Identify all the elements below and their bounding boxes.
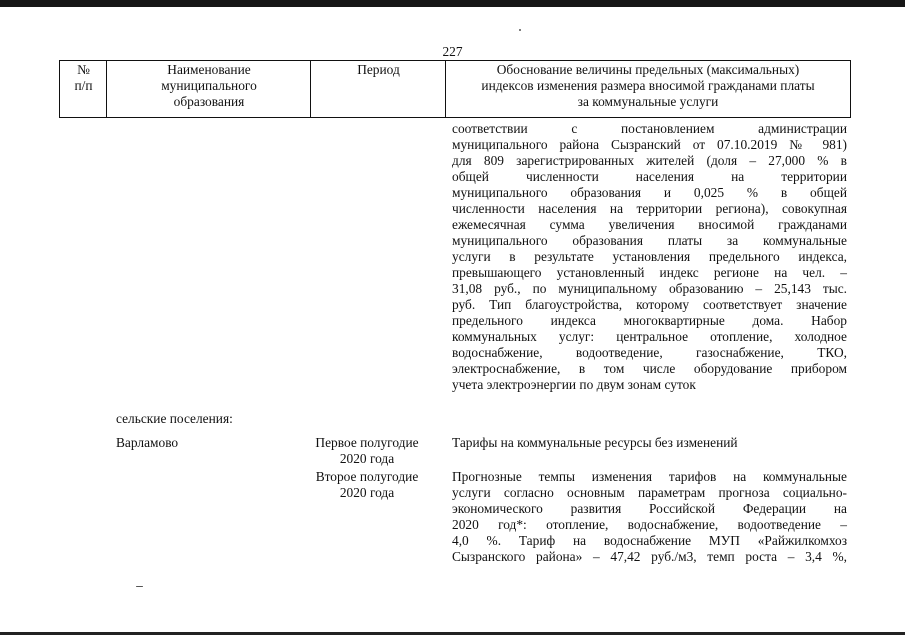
period-second-half [304,469,430,501]
municipality-name: Варламово [116,435,179,450]
text-line: учета электроэнергии по двум зонам суток [452,377,696,392]
header-cell-period [310,60,446,118]
text-line: коммунальных услуг: центральное отопление, холодное [452,329,847,344]
header-text: № [77,62,90,77]
header-text: муниципального [161,78,257,93]
text-line: муниципального района Сызранский от 07.10.2019 № 981) [452,137,847,152]
text-line: Сызранского района» – 47,42 руб./м3, темп роста – 3,4 %, [452,549,847,564]
text-line: водоснабжение, водоотведение, газоснабжение, ТКО, [452,345,847,360]
period-first-half [304,435,430,467]
header-text: Обоснование величины предельных (максимальных) [496,62,800,77]
text-line: услуги в результате установления предельного индекса, [452,249,847,264]
text-line: муниципального образования платы за коммунальные [452,233,847,248]
text-line: общей численности населения на территории [452,169,847,184]
continued-justification [452,121,847,393]
period-text: Первое полугодие [315,435,419,450]
text-line: 4,0 %. Тариф на водоснабжение МУП «Райжилкомхоз [452,533,847,548]
text-line: электроснабжение, в том числе оборудование прибором [452,361,847,376]
text-line: превышающего установленный индекс регионе на чел. – [452,265,847,280]
text-line: руб. Тип благоустройства, которому соответствует значение [452,297,847,312]
text-line: соответствии с постановлением администрации [452,121,847,136]
text-line: численности населения на территории региона), совокупная [452,201,847,216]
header-text: Период [357,62,400,77]
header-cell-justification [445,60,851,118]
scan-bottom-border [0,632,905,635]
header-text: образования [173,94,245,109]
text-line: 31,08 руб., по муниципальному образованию – 25,143 тыс. [452,281,847,296]
header-cell-municipality [106,60,311,118]
page-number: 227 [442,44,463,59]
text-line: Прогнозные темпы изменения тарифов на коммунальные [452,469,847,484]
text-line: для 809 зарегистрированных жителей (доля – 27,000 % в [452,153,847,168]
text-line: услуги согласно основным параметрам прогноза социально- [452,485,847,500]
text-line: муниципального образования и 0,025 % в общей [452,185,847,200]
period-text: 2020 года [339,451,395,466]
scan-speck [519,29,521,31]
period-text: Второе полугодие [315,469,419,484]
header-text: индексов изменения размера вносимой гражданами платы [481,78,815,93]
scan-top-border [0,0,905,7]
header-cell-number [59,60,107,118]
text-line: 2020 год*: отопление, водоснабжение, водоотведение – [452,517,847,532]
text-line: экономического развития Российской Федерации на [452,501,847,516]
text-line: предельного индекса многоквартирные дома. Набор [452,313,847,328]
period-text: 2020 года [339,485,395,500]
scan-speck [136,586,143,587]
header-text: п/п [74,78,93,93]
header-text: за коммунальные услуги [577,94,719,109]
justification-second-half [452,469,847,565]
section-label: сельские поселения: [116,411,233,426]
header-text: Наименование [167,62,251,77]
justification-first-half: Тарифы на коммунальные ресурсы без изменений [452,435,738,450]
text-line: ежемесячная сумма увеличения вносимой гражданами [452,217,847,232]
